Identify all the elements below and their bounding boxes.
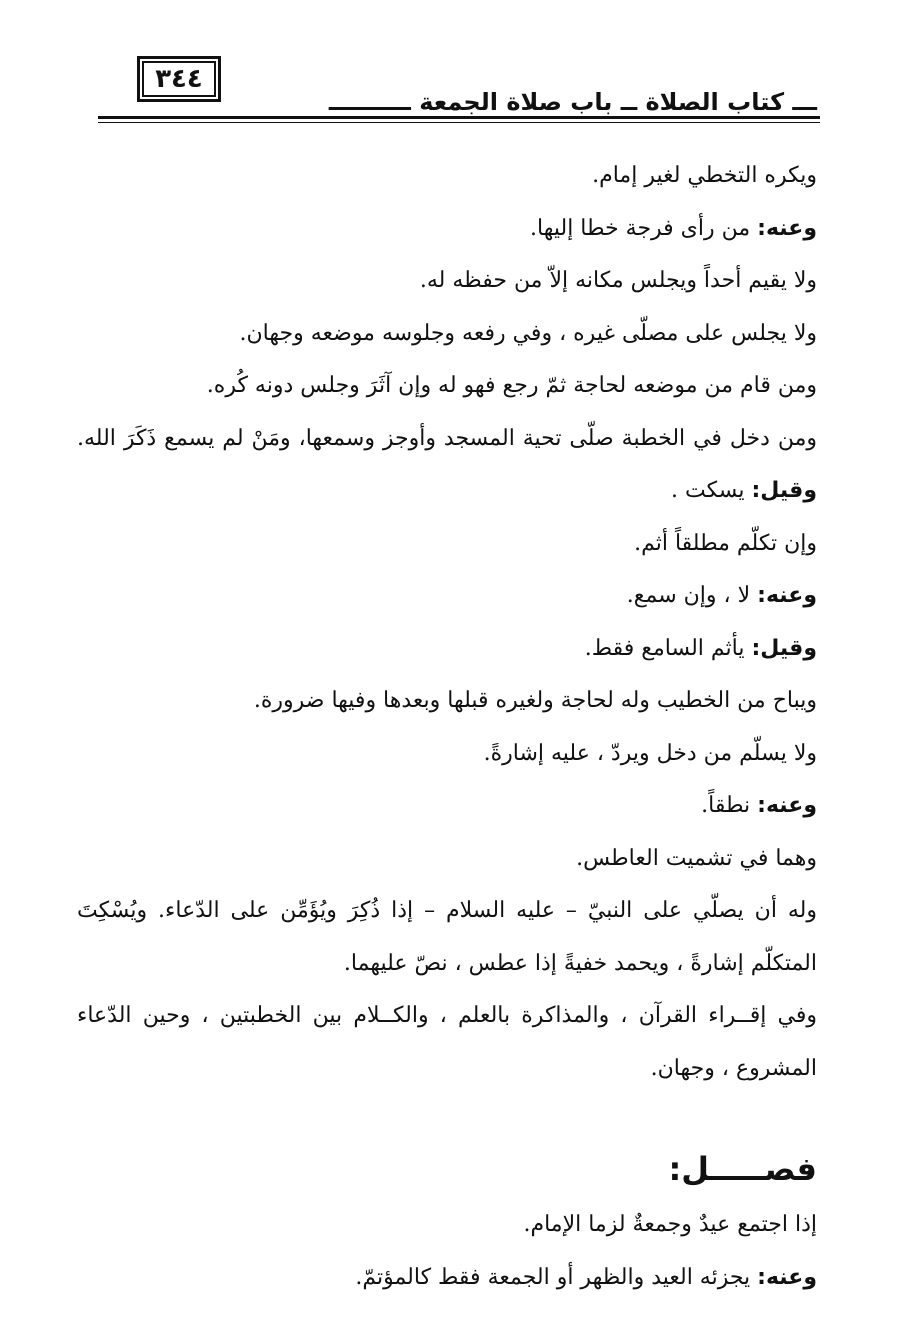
text-line <box>77 465 817 518</box>
line-text: وله أن يصلّي على النبيّ – عليه السلام – إذا ذُكِرَ ويُؤَمِّن على الدّعاء. ويُسْكِتَ <box>77 898 817 923</box>
text-line <box>77 780 817 833</box>
line-text: المتكلّم إشارةً ، ويحمد خفيةً إذا عطس ، نصّ عليهما. <box>343 950 817 976</box>
text-line <box>77 255 817 308</box>
line-text: ولا يجلس على مصلّى غيره ، وفي رفعه وجلوسه موضعه وجهان. <box>239 320 817 346</box>
keyword-label: وقيل: <box>751 478 817 503</box>
keyword-label: وعنه: <box>757 793 817 818</box>
text-line <box>77 1043 817 1096</box>
section-heading: فصـــــل: <box>668 1150 817 1188</box>
text-line <box>77 1199 817 1252</box>
line-text: ولا يسلّم من دخل ويردّ ، عليه إشارةً. <box>483 740 817 766</box>
line-text: المشروع ، وجهان. <box>650 1055 817 1081</box>
text-line <box>77 150 817 203</box>
keyword-label: وعنه: <box>757 1264 817 1290</box>
line-text: ويكره التخطي لغير إمام. <box>592 163 817 188</box>
text-line <box>77 203 817 256</box>
keyword-label: وقيل: <box>751 635 817 661</box>
keyword-label: وعنه: <box>757 215 817 241</box>
line-text: من رأى فرجة خطا إليها. <box>530 215 758 241</box>
text-line <box>77 990 817 1043</box>
running-header-title: ـــ كتاب الصلاة ــ باب صلاة الجمعة ــــــــــ <box>323 88 817 116</box>
header-rule-thin <box>98 122 820 123</box>
line-text: يجزئه العيد والظهر أو الجمعة فقط كالمؤتمّ. <box>355 1264 758 1290</box>
text-line <box>77 885 817 938</box>
section-spacer <box>77 1095 817 1139</box>
line-text: ومن دخل في الخطبة صلّى تحية المسجد وأوجز وسمعها، ومَنْ لم يسمع ذَكَرَ الله. <box>77 425 817 451</box>
line-text: ولا يقيم أحداً ويجلس مكانه إلاّ من حفظه له. <box>419 268 817 293</box>
line-text: وهما في تشميت العاطس. <box>576 845 817 871</box>
page-number: ٣٤٤ <box>137 56 221 102</box>
body-text <box>77 150 817 1304</box>
line-text: ومن قام من موضعه لحاجة ثمّ رجع فهو له وإن آثَرَ وجلس دونه كُره. <box>206 373 817 398</box>
section-paragraphs <box>77 1199 817 1304</box>
text-line <box>77 308 817 361</box>
text-line <box>77 728 817 781</box>
main-paragraphs <box>77 150 817 1095</box>
header-rule <box>98 116 820 119</box>
line-text: ويباح من الخطيب وله لحاجة ولغيره قبلها وبعدها وفيها ضرورة. <box>253 688 817 713</box>
line-text: يأثم السامع فقط. <box>584 635 752 661</box>
text-line <box>77 1252 817 1305</box>
text-line <box>77 675 817 728</box>
line-text: لا ، وإن سمع. <box>626 583 758 608</box>
keyword-label: وعنه: <box>757 583 817 608</box>
text-line <box>77 623 817 676</box>
text-line <box>77 518 817 571</box>
line-text: نطقاً. <box>701 793 758 818</box>
line-text: إذا اجتمع عيدٌ وجمعةٌ لزما الإمام. <box>523 1212 817 1237</box>
text-line <box>77 833 817 886</box>
text-line <box>77 570 817 623</box>
text-line <box>77 413 817 466</box>
line-text: وإن تكلّم مطلقاً أثم. <box>634 530 817 556</box>
text-line <box>77 360 817 413</box>
line-text: يسكت . <box>671 478 752 503</box>
text-line <box>77 938 817 991</box>
line-text: وفي إقــراء القرآن ، والمذاكرة بالعلم ، والكــلام بين الخطبتين ، وحين الدّعاء <box>77 1003 817 1028</box>
